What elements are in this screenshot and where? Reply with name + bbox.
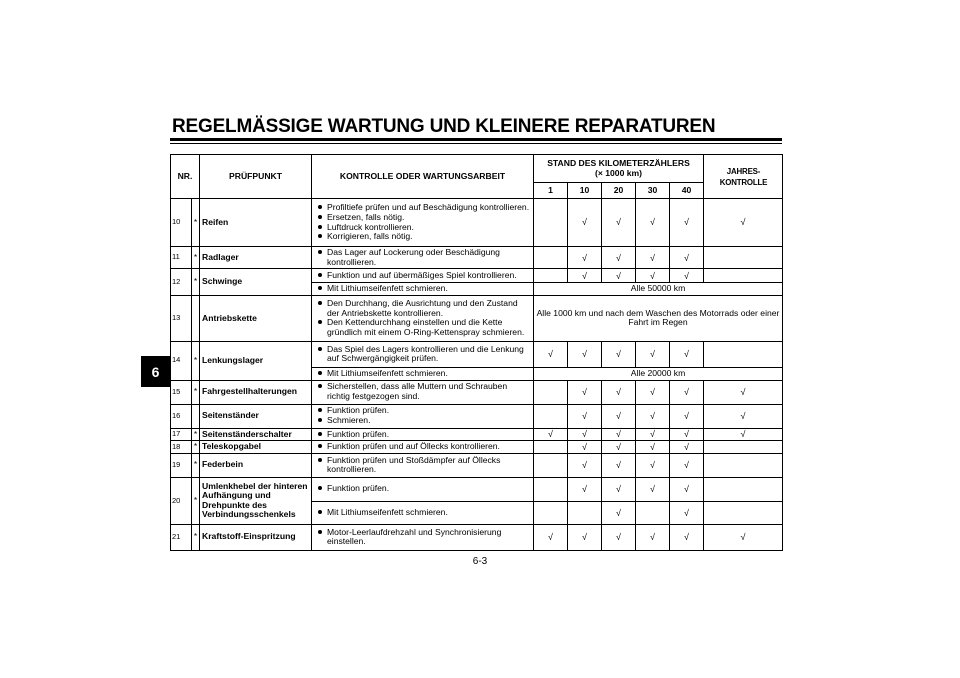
row-star-marker: * (192, 441, 200, 454)
interval-check: √ (670, 199, 704, 247)
row-star-marker: * (192, 269, 200, 296)
row-star-marker: * (192, 199, 200, 247)
check-item: Schwinge (200, 269, 312, 296)
action-list (314, 369, 531, 379)
action-text: Funktion und auf übermäßiges Spiel kontrollieren. (327, 269, 517, 280)
bullet-icon (318, 205, 322, 209)
interval-check: √ (670, 404, 704, 428)
action-list (314, 430, 531, 440)
action-cell (312, 380, 534, 404)
action-text: Luftdruck kontrollieren. (327, 221, 414, 232)
row-star-marker: * (192, 341, 200, 380)
action-text: Funktion prüfen. (327, 405, 390, 416)
interval-check: √ (602, 199, 636, 247)
bullet-icon (318, 250, 322, 254)
interval-check: √ (670, 453, 704, 477)
action-item (314, 369, 531, 379)
action-cell (312, 428, 534, 441)
row-number: 11 (171, 247, 192, 269)
interval-check: √ (636, 453, 670, 477)
table-row (171, 404, 783, 428)
row-star-marker (192, 295, 200, 341)
action-item (314, 271, 531, 281)
interval-text: Alle 50000 km (534, 283, 783, 296)
header-annual-line2: KONTROLLE (719, 176, 767, 187)
annual-check (704, 501, 783, 524)
check-item: Reifen (200, 199, 312, 247)
action-cell (312, 295, 534, 341)
row-number: 13 (171, 295, 192, 341)
header-odometer-label: STAND DES KILOMETERZÄHLERS (547, 157, 690, 168)
table-row (171, 441, 783, 454)
action-list (314, 284, 531, 294)
action-text: Mit Lithiumseifenfett schmieren. (327, 283, 448, 294)
row-number: 19 (171, 453, 192, 477)
interval-check: √ (670, 477, 704, 501)
action-text: Sicherstellen, dass alle Muttern und Schrauben richtig festgezogen sind. (327, 381, 508, 401)
interval-check (534, 453, 568, 477)
interval-check: √ (534, 524, 568, 550)
header-action: KONTROLLE ODER WARTUNGSARBEIT (312, 155, 534, 199)
action-text: Funktion prüfen. (327, 428, 390, 439)
action-item (314, 456, 531, 475)
check-item: Federbein (200, 453, 312, 477)
interval-check: √ (602, 441, 636, 454)
table-row (171, 199, 783, 247)
interval-check: √ (602, 380, 636, 404)
interval-check: √ (636, 341, 670, 367)
action-list (314, 484, 531, 494)
page-number: 6-3 (472, 556, 488, 567)
header-annual (707, 155, 780, 199)
check-item: Lenkungslager (200, 341, 312, 380)
bullet-icon (318, 320, 322, 324)
action-text: Motor-Leerlaufdrehzahl und Synchronisierung einstellen. (327, 526, 502, 547)
header-km: 10 (568, 183, 602, 199)
bullet-icon (318, 347, 322, 351)
action-item (314, 484, 531, 494)
row-number: 10 (171, 199, 192, 247)
interval-check (534, 501, 568, 524)
bullet-icon (318, 530, 322, 534)
bullet-icon (318, 458, 322, 462)
action-text: Ersetzen, falls nötig. (327, 211, 405, 222)
action-cell (312, 367, 534, 380)
annual-check: √ (704, 199, 783, 247)
interval-check: √ (568, 477, 602, 501)
title-rule-thick (170, 138, 782, 141)
annual-check: √ (704, 524, 783, 550)
interval-check: √ (568, 441, 602, 454)
action-cell (312, 341, 534, 367)
table-row (171, 524, 783, 550)
title-rule-thin (170, 143, 782, 144)
header-nr: NR. (171, 155, 200, 199)
interval-check (534, 404, 568, 428)
bullet-icon (318, 286, 322, 290)
table-row (171, 477, 783, 501)
action-text: Mit Lithiumseifenfett schmieren. (327, 506, 448, 517)
action-text: Profiltiefe prüfen und auf Beschädigung kontrollieren. (327, 202, 530, 213)
interval-check: √ (670, 524, 704, 550)
page-title: REGELMÄSSIGE WARTUNG UND KLEINERE REPARATUREN (172, 116, 716, 137)
check-item: Antriebskette (200, 295, 312, 341)
interval-text: Alle 1000 km und nach dem Waschen des Motorrads oder einer Fahrt im Regen (534, 295, 783, 341)
bullet-icon (318, 444, 322, 448)
action-item (314, 248, 531, 267)
interval-check: √ (636, 477, 670, 501)
action-text: Funktion prüfen und auf Öllecks kontrollieren. (327, 441, 500, 452)
header-annual-line1: JAHRES- (726, 166, 760, 177)
interval-check: √ (636, 524, 670, 550)
bullet-icon (318, 225, 322, 229)
interval-check: √ (636, 247, 670, 269)
bullet-icon (318, 273, 322, 277)
interval-check (534, 380, 568, 404)
row-number: 18 (171, 441, 192, 454)
action-text: Den Kettendurchhang einstellen und die Kette gründlich mit einem O-Ring-Kettenspray schmieren. (327, 317, 525, 337)
annual-check: √ (704, 428, 783, 441)
annual-check (704, 269, 783, 283)
header-km: 20 (602, 183, 636, 199)
action-list (314, 528, 531, 547)
check-item: Kraftstoff-Einspritzung (200, 524, 312, 550)
interval-check: √ (670, 441, 704, 454)
interval-check: √ (670, 428, 704, 441)
table-row (171, 295, 783, 341)
header-check-item: PRÜFPUNKT (200, 155, 312, 199)
row-star-marker: * (192, 453, 200, 477)
action-list (314, 508, 531, 518)
bullet-icon (318, 234, 322, 238)
action-item (314, 318, 531, 337)
header-km: 30 (636, 183, 670, 199)
row-star-marker: * (192, 380, 200, 404)
annual-check (704, 441, 783, 454)
interval-check (534, 269, 568, 283)
interval-check: √ (602, 477, 636, 501)
interval-check: √ (602, 341, 636, 367)
action-list (314, 248, 531, 267)
interval-check: √ (568, 341, 602, 367)
interval-check: √ (602, 247, 636, 269)
action-text: Den Durchhang, die Ausrichtung und den Zustand der Antriebskette kontrollieren. (327, 298, 518, 318)
action-cell (312, 441, 534, 454)
action-cell (312, 501, 534, 524)
action-cell (312, 524, 534, 550)
action-list (314, 406, 531, 425)
annual-check: √ (704, 404, 783, 428)
action-cell (312, 404, 534, 428)
annual-check (704, 341, 783, 367)
bullet-icon (318, 301, 322, 305)
action-list (314, 271, 531, 281)
row-star-marker: * (192, 524, 200, 550)
interval-check: √ (636, 441, 670, 454)
interval-check: √ (670, 341, 704, 367)
bullet-icon (318, 371, 322, 375)
action-item (314, 508, 531, 518)
action-list (314, 203, 531, 242)
annual-check: √ (704, 380, 783, 404)
annual-check (704, 247, 783, 269)
chapter-tab: 6 (141, 356, 170, 387)
row-number: 20 (171, 477, 192, 524)
interval-check: √ (568, 428, 602, 441)
annual-check (704, 453, 783, 477)
action-list (314, 456, 531, 475)
interval-check: √ (636, 404, 670, 428)
action-cell (312, 283, 534, 296)
check-item: Umlenkhebel der hinteren Aufhängung und Drehpunkte des Verbindungsschenkels (200, 477, 312, 524)
interval-check: √ (568, 199, 602, 247)
interval-check: √ (670, 380, 704, 404)
interval-check (534, 477, 568, 501)
action-list (314, 345, 531, 364)
action-cell (312, 453, 534, 477)
interval-check: √ (602, 428, 636, 441)
interval-check: √ (602, 453, 636, 477)
check-item: Seitenständer (200, 404, 312, 428)
table-row (171, 428, 783, 441)
header-km: 1 (534, 183, 568, 199)
action-list (314, 299, 531, 338)
interval-check (568, 501, 602, 524)
interval-check: √ (670, 247, 704, 269)
interval-check: √ (534, 341, 568, 367)
interval-check: √ (534, 428, 568, 441)
action-list (314, 382, 531, 401)
table-row (171, 247, 783, 269)
interval-check: √ (568, 269, 602, 283)
check-item: Seitenständerschalter (200, 428, 312, 441)
action-item (314, 382, 531, 401)
table-row (171, 269, 783, 283)
bullet-icon (318, 408, 322, 412)
interval-check (534, 441, 568, 454)
row-star-marker: * (192, 428, 200, 441)
action-item (314, 345, 531, 364)
table-row (171, 453, 783, 477)
action-cell (312, 269, 534, 283)
header-odometer-unit: (× 1000 km) (594, 167, 643, 178)
table-row (171, 341, 783, 367)
interval-check (534, 247, 568, 269)
bullet-icon (318, 418, 322, 422)
annual-check (704, 477, 783, 501)
interval-check: √ (670, 501, 704, 524)
interval-check: √ (568, 453, 602, 477)
action-text: Mit Lithiumseifenfett schmieren. (327, 367, 448, 378)
check-item: Teleskopgabel (200, 441, 312, 454)
action-item (314, 299, 531, 318)
row-star-marker: * (192, 477, 200, 524)
action-item (314, 284, 531, 294)
interval-check: √ (568, 247, 602, 269)
action-item (314, 232, 531, 242)
interval-check: √ (602, 501, 636, 524)
action-item (314, 430, 531, 440)
action-text: Funktion prüfen. (327, 483, 390, 494)
action-text: Schmieren. (327, 415, 371, 425)
interval-check: √ (602, 404, 636, 428)
header-km: 40 (670, 183, 704, 199)
row-number: 16 (171, 404, 192, 428)
interval-check: √ (602, 269, 636, 283)
row-number: 15 (171, 380, 192, 404)
row-number: 12 (171, 269, 192, 296)
interval-check (534, 199, 568, 247)
bullet-icon (318, 384, 322, 388)
action-item (314, 442, 531, 452)
interval-check: √ (602, 524, 636, 550)
interval-check: √ (636, 428, 670, 441)
row-star-marker: * (192, 247, 200, 269)
action-cell (312, 199, 534, 247)
action-list (314, 442, 531, 452)
interval-check: √ (568, 404, 602, 428)
table-row (171, 380, 783, 404)
interval-check: √ (636, 269, 670, 283)
row-number: 14 (171, 341, 192, 380)
bullet-icon (318, 432, 322, 436)
bullet-icon (318, 486, 322, 490)
bullet-icon (318, 215, 322, 219)
row-number: 21 (171, 524, 192, 550)
interval-text: Alle 20000 km (534, 367, 783, 380)
table-body (171, 199, 783, 551)
interval-check: √ (568, 380, 602, 404)
action-cell (312, 247, 534, 269)
interval-check: √ (670, 269, 704, 283)
action-text: Funktion prüfen und Stoßdämpfer auf Öllecks kontrollieren. (327, 454, 501, 475)
action-item (314, 416, 531, 426)
header-odometer (534, 155, 704, 183)
interval-check (636, 501, 670, 524)
maintenance-table (170, 154, 783, 551)
row-star-marker (192, 404, 200, 428)
action-text: Das Spiel des Lagers kontrollieren und die Lenkung auf Schwergängigkeit prüfen. (327, 343, 524, 364)
check-item: Fahrgestellhalterungen (200, 380, 312, 404)
action-item (314, 528, 531, 547)
row-number: 17 (171, 428, 192, 441)
interval-check: √ (568, 524, 602, 550)
action-text: Das Lager auf Lockerung oder Beschädigung kontrollieren. (327, 247, 500, 267)
check-item: Radlager (200, 247, 312, 269)
action-cell (312, 477, 534, 501)
interval-check: √ (636, 199, 670, 247)
bullet-icon (318, 510, 322, 514)
action-text: Korrigieren, falls nötig. (327, 231, 413, 242)
interval-check: √ (636, 380, 670, 404)
